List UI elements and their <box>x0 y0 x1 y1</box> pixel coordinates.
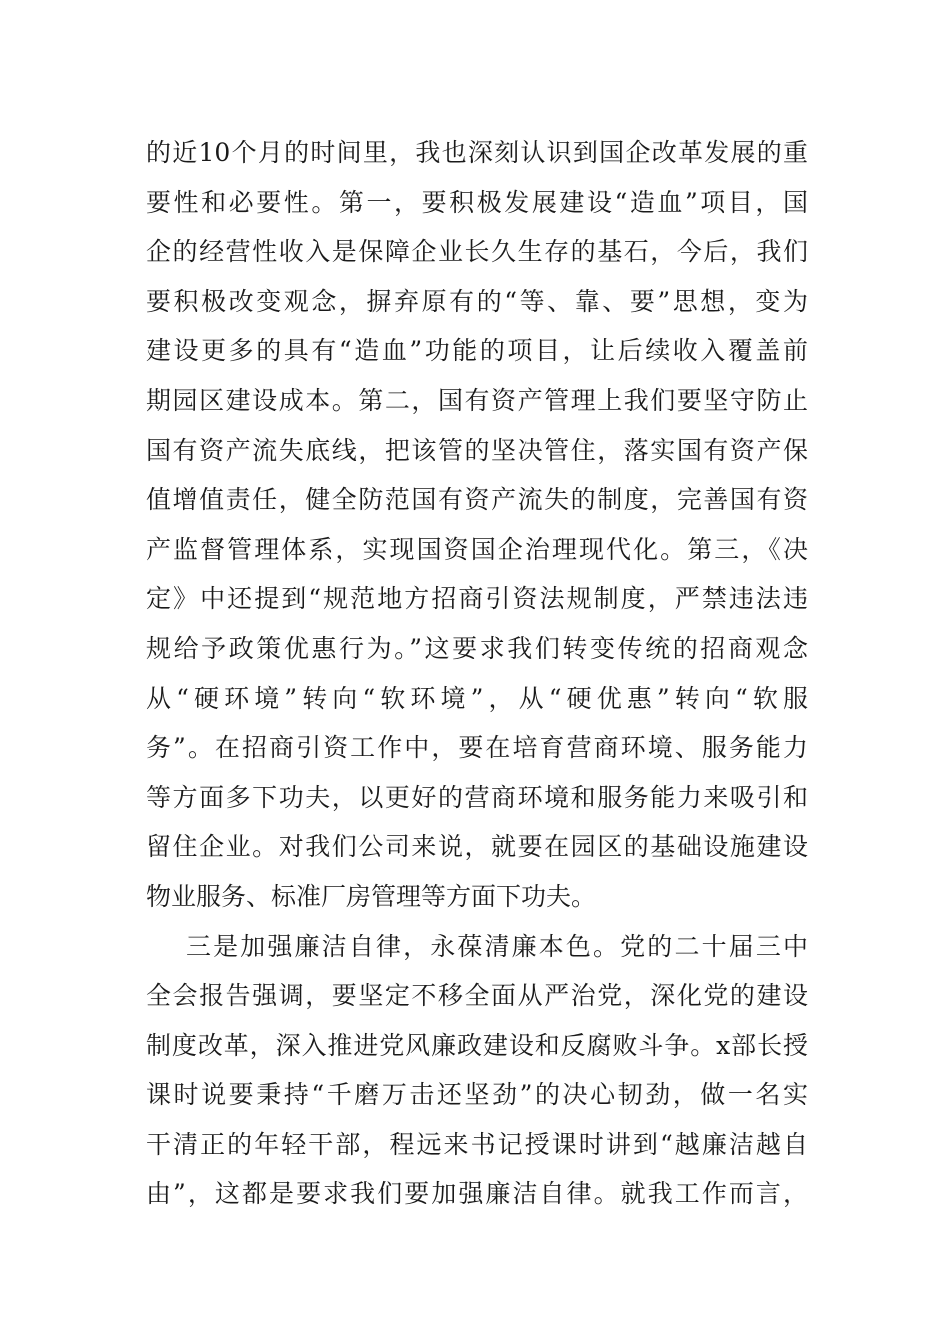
text-line: 期园区建设成本。第二，国有资产管理上我们要坚守防止 <box>146 385 808 415</box>
text-line: 建设更多的具有“造血”功能的项目，让后续收入覆盖前 <box>146 336 808 366</box>
text-line: 留住企业。对我们公司来说，就要在园区的基础设施建设 <box>146 832 808 862</box>
body-text <box>146 128 808 1219</box>
text-line: 规给予政策优惠行为。”这要求我们转变传统的招商观念 <box>146 633 808 663</box>
text-line: 物业服务、标准厂房管理等方面下功夫。 <box>146 881 597 911</box>
text-line: 由”，这都是要求我们要加强廉洁自律。就我工作而言， <box>146 1179 808 1209</box>
text-line: 课时说要秉持“千磨万击还坚劲”的决心韧劲，做一名实 <box>146 1080 808 1110</box>
text-line: 从“硬环境”转向“软环境”，从“硬优惠”转向“软服 <box>146 683 808 713</box>
text-line: 全会报告强调，要坚定不移全面从严治党，深化党的建设 <box>146 981 808 1011</box>
text-line: 三是加强廉洁自律，永葆清廉本色。党的二十届三中 <box>186 931 808 961</box>
text-line: 等方面多下功夫，以更好的营商环境和服务能力来吸引和 <box>146 782 808 812</box>
text-line: 要积极改变观念，摒弃原有的“等、靠、要”思想，变为 <box>146 286 808 316</box>
text-line: 干清正的年轻干部，程远来书记授课时讲到“越廉洁越自 <box>146 1129 808 1159</box>
text-line: 务”。在招商引资工作中，要在培育营商环境、服务能力 <box>146 733 808 763</box>
text-line: 的近10个月的时间里，我也深刻认识到国企改革发展的重 <box>146 138 808 167</box>
text-line: 产监督管理体系，实现国资国企治理现代化。第三，《决 <box>146 534 808 564</box>
text-line: 制度改革，深入推进党风廉政建设和反腐败斗争。x部长授 <box>146 1030 808 1060</box>
text-line: 国有资产流失底线，把该管的坚决管住，落实国有资产保 <box>146 435 808 465</box>
text-line: 要性和必要性。第一，要积极发展建设“造血”项目，国 <box>146 187 808 217</box>
paragraph-1 <box>146 128 808 922</box>
text-line: 值增值责任，健全防范国有资产流失的制度，完善国有资 <box>146 485 808 515</box>
text-line: 企的经营性收入是保障企业长久生存的基石，今后，我们 <box>146 237 808 267</box>
text-line: 定》中还提到“规范地方招商引资法规制度，严禁违法违 <box>146 584 808 614</box>
paragraph-2 <box>146 922 808 1220</box>
